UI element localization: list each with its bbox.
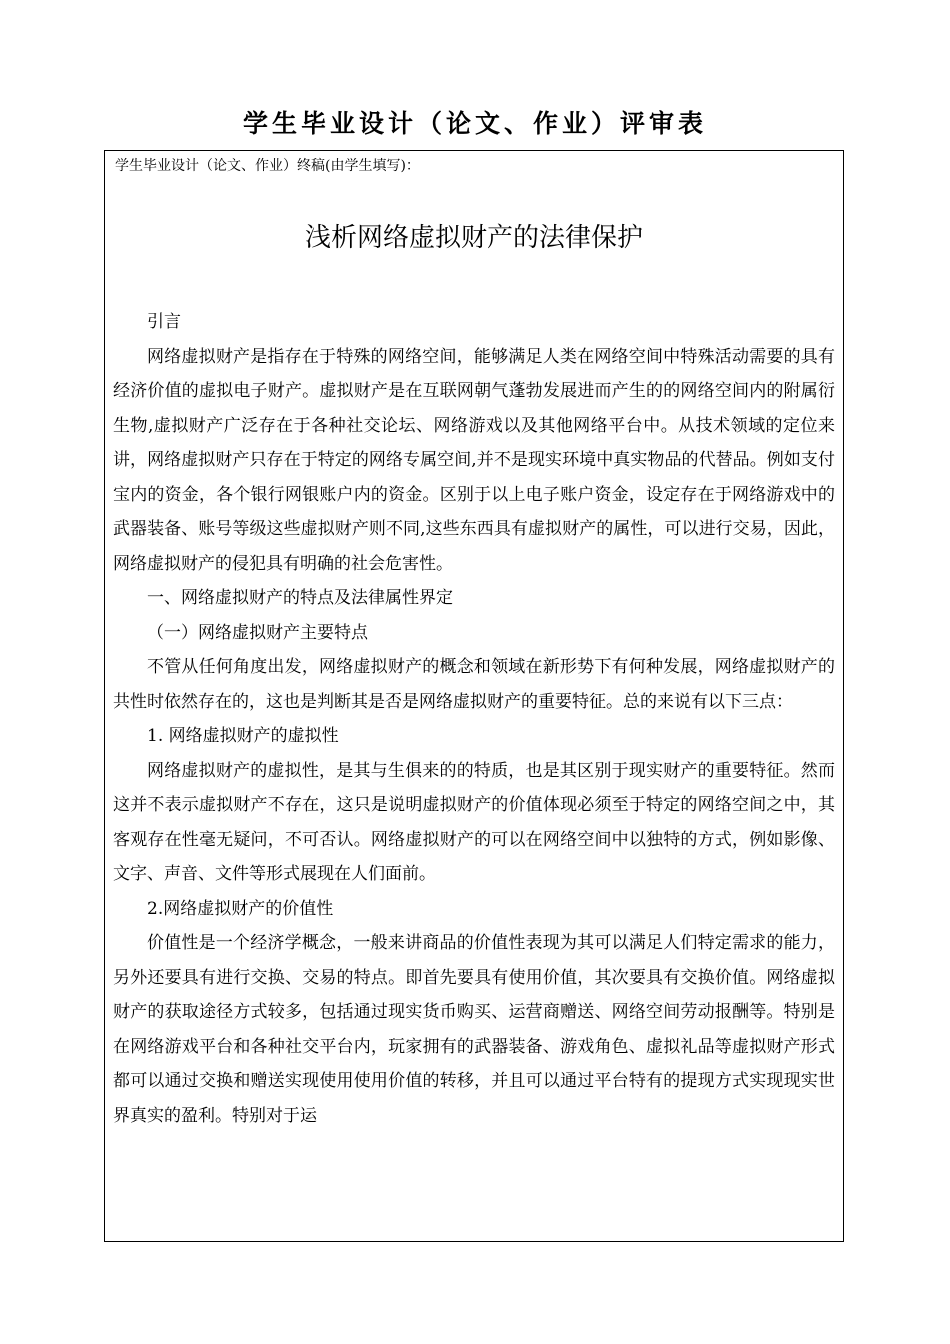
section-heading: 2.网络虚拟财产的价值性 (147, 898, 334, 919)
section-heading: 引言 (147, 312, 181, 332)
body-paragraph: 网络虚拟财产的虚拟性，是其与生俱来的的特质，也是其区别于现实财产的重要特征。然而这并不表示虚拟财产不存在，这只是说明虚拟财产的价值体现必须至于特定的网络空间之中，其客观存在性毫无疑问，不可否认。网络虚拟财产的可以在网络空间中以独特的方式，例如影像、文字、声音、文件等形式展现在人们面前。 (113, 760, 835, 884)
section-heading: 1. 网络虚拟财产的虚拟性 (147, 726, 339, 746)
body-paragraph: 价值性是一个经济学概念，一般来讲商品的价值性表现为其可以满足人们特定需求的能力，另外还要具有进行交换、交易的特点。即首先要具有使用价值，其次要具有交换价值。网络虚拟财产的获取途径方式较多，包括通过现实货币购买、运营商赠送、网络空间劳动报酬等。特别是在网络游戏平台和各种社交平台内，玩家拥有的武器装备、游戏角色、虚拟礼品等虚拟财产形式都可以通过交换和赠送实现使用使用价值的转移，并且可以通过平台特有的提现方式实现现实世界真实的盈利。特别对于运 (113, 933, 835, 1126)
body-paragraph: 网络虚拟财产是指存在于特殊的网络空间，能够满足人类在网络空间中特殊活动需要的具有经济价值的虚拟电子财产。虚拟财产是在互联网朝气蓬勃发展进而产生的的网络空间内的附属衍生物,虚拟财产广泛存在于各种社交论坛、网络游戏以及其他网络平台中。从技术领域的定位来讲，网络虚拟财产只存在于特定的网络专属空间,并不是现实环境中真实物品的代替品。例如支付宝内的资金，各个银行网银账户内的资金。区别于以上电子账户资金，设定存在于网络游戏中的武器装备、账号等级这些虚拟财产则不同,这些东西具有虚拟财产的属性，可以进行交易，因此，网络虚拟财产的侵犯具有明确的社会危害性。 (113, 346, 835, 574)
paper-body (113, 305, 835, 1133)
review-form-box (104, 150, 844, 1242)
form-title: 学生毕业设计（论文、作业）评审表 (242, 109, 707, 138)
section-heading: （一）网络虚拟财产主要特点 (147, 622, 368, 643)
body-paragraph: 不管从任何角度出发，网络虚拟财产的概念和领域在新形势下有何种发展，网络虚拟财产的共性时依然存在的，这也是判断其是否是网络虚拟财产的重要特征。总的来说有以下三点： (113, 657, 835, 712)
paper-title: 浅析网络虚拟财产的法律保护 (304, 223, 643, 253)
section-heading: 一、网络虚拟财产的特点及法律属性界定 (147, 588, 453, 608)
final-draft-label: 学生毕业设计（论文、作业）终稿(由学生填写)： (115, 158, 420, 174)
